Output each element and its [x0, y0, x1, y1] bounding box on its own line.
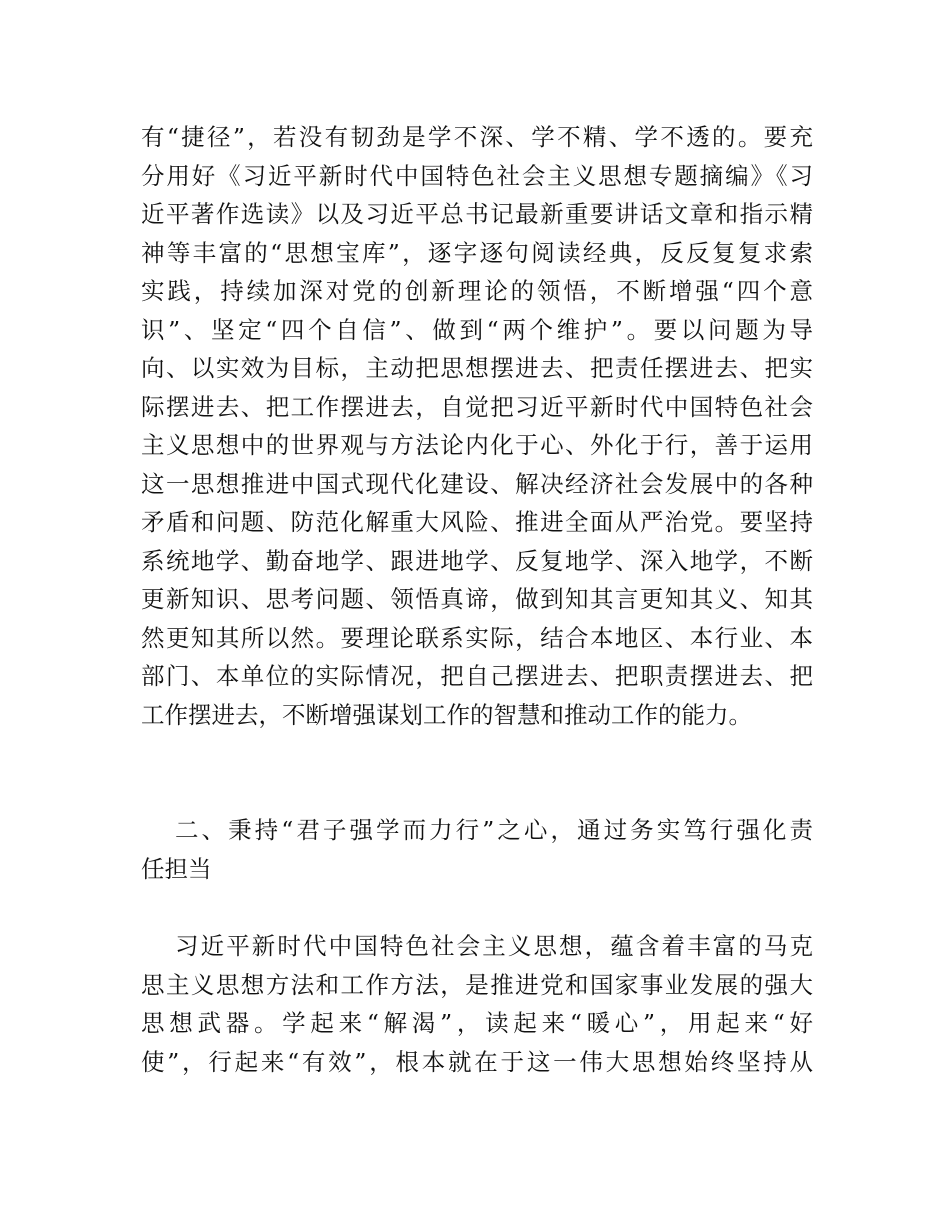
paragraph-study-methods [141, 118, 813, 734]
text-line: 际摆进去、把工作摆进去，自觉把习近平新时代中国特色社会 [141, 392, 813, 421]
text-line: 这一思想推进中国式现代化建设、解决经济社会发展中的各种 [141, 469, 813, 498]
text-line: 更新知识、思考问题、领悟真谛，做到知其言更知其义、知其 [141, 585, 813, 613]
text-line: 工作摆进去，不断增强谋划工作的智慧和推动工作的能力。 [141, 700, 752, 729]
text-line: 矛盾和问题、防范化解重大风险、推进全面从严治党。要坚持 [141, 508, 813, 536]
text-line: 思主义思想方法和工作方法，是推进党和国家事业发展的强大 [141, 970, 813, 999]
text-line: 神等丰富的“思想宝库”，逐字逐句阅读经典，反反复复求索 [141, 238, 813, 267]
text-line: 思想武器。学起来“解渴”，读起来“暖心”，用起来“好 [141, 1009, 813, 1037]
text-line: 使”，行起来“有效”，根本就在于这一伟大思想始终坚持从 [141, 1047, 813, 1076]
text-line: 主义思想中的世界观与方法论内化于心、外化于行，善于运用 [141, 431, 813, 459]
heading-line: 二、秉持“君子强学而力行”之心，通过务实笃行强化责 [175, 816, 813, 844]
text-line: 习近平新时代中国特色社会主义思想，蕴含着丰富的马克 [175, 932, 813, 960]
section-heading [141, 811, 813, 888]
text-line: 识”、坚定“四个自信”、做到“两个维护”。要以问题为导 [141, 315, 813, 344]
paragraph-thought-weapon [141, 927, 813, 1081]
text-line: 有“捷径”，若没有韧劲是学不深、学不精、学不透的。要充 [141, 123, 813, 151]
text-line: 实践，持续加深对党的创新理论的领悟，不断增强“四个意 [141, 277, 813, 305]
heading-line: 任担当 [141, 854, 212, 883]
text-line: 向、以实效为目标，主动把思想摆进去、把责任摆进去、把实 [141, 354, 813, 382]
text-line: 系统地学、勤奋地学、跟进地学、反复地学、深入地学，不断 [141, 546, 813, 575]
text-line: 分用好《习近平新时代中国特色社会主义思想专题摘编》《习 [141, 161, 813, 190]
text-line: 近平著作选读》以及习近平总书记最新重要讲话文章和指示精 [141, 200, 813, 228]
text-line: 部门、本单位的实际情况，把自己摆进去、把职责摆进去、把 [141, 662, 813, 690]
text-line: 然更知其所以然。要理论联系实际，结合本地区、本行业、本 [141, 623, 813, 652]
